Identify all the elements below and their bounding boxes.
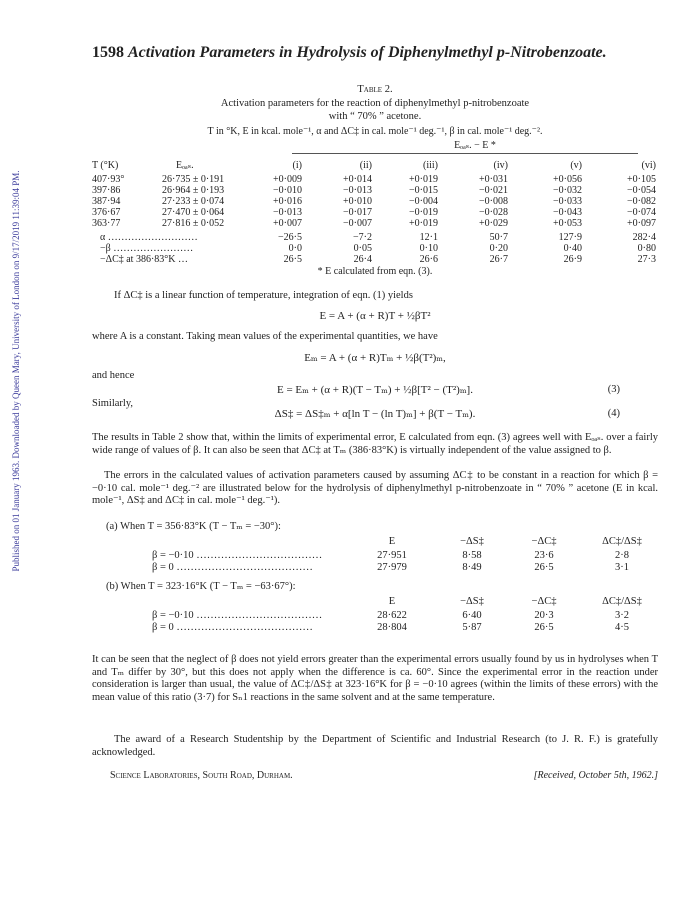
case-col-header: E bbox=[388, 596, 396, 607]
table-units: T in °K, E in kcal. mole⁻¹, α and ΔC‡ in cal. mole⁻¹ deg.⁻¹, β in cal. mole⁻¹ deg.⁻². bbox=[207, 126, 543, 137]
col-header: (iii) bbox=[423, 160, 438, 171]
case-col-header: −ΔS‡ bbox=[460, 536, 484, 547]
cell-value: +0·019 bbox=[409, 174, 438, 185]
case-cell: 28·622 bbox=[377, 610, 407, 621]
cell-value: −0·054 bbox=[627, 185, 656, 196]
cell-value: −0·004 bbox=[409, 196, 438, 207]
cell-value: −0·010 bbox=[273, 185, 302, 196]
cell-value: −0·082 bbox=[627, 196, 656, 207]
cell-value: 26·9 bbox=[563, 254, 582, 265]
cell-value: 0·0 bbox=[288, 243, 302, 254]
paragraph-1: If ΔC‡ is a linear function of temperature, integration of eqn. (1) yields bbox=[114, 290, 413, 301]
equation-2: Eₘ = A + (α + R)Tₘ + ½β(T²)ₘ, bbox=[304, 352, 446, 364]
case-row-label: β = −0·10 ……………………………… bbox=[152, 610, 323, 621]
case-row-label: β = −0·10 ……………………………… bbox=[152, 550, 323, 561]
cell-value: 0·40 bbox=[563, 243, 582, 254]
equation-1: E = A + (α + R)T + ½βT² bbox=[319, 310, 431, 322]
case-cell: 23·6 bbox=[534, 550, 554, 561]
cell-value: −0·028 bbox=[479, 207, 508, 218]
cell-value: −7·2 bbox=[353, 232, 372, 243]
page-number: 1598 bbox=[92, 44, 124, 61]
cell-value: −0·033 bbox=[553, 196, 582, 207]
page-title: Activation Parameters in Hydrolysis of Diphenylmethyl p-Nitrobenzoate. bbox=[128, 44, 607, 61]
case-row bbox=[92, 610, 658, 622]
cell-value: −0·013 bbox=[343, 185, 372, 196]
case-header-row bbox=[92, 596, 658, 608]
equation-4-row bbox=[92, 408, 658, 421]
case-col-header: −ΔS‡ bbox=[460, 596, 484, 607]
cell-value: +0·007 bbox=[273, 218, 302, 229]
cell-value: +0·031 bbox=[479, 174, 508, 185]
equation-3-row bbox=[92, 384, 658, 397]
col-header: (ii) bbox=[359, 160, 372, 171]
table-label: Table 2. bbox=[357, 84, 393, 95]
case-cell: 3·2 bbox=[615, 610, 629, 621]
case-row bbox=[92, 622, 658, 634]
cell-value: +0·105 bbox=[627, 174, 656, 185]
cell-value: +0·053 bbox=[553, 218, 582, 229]
cell-value: 26·4 bbox=[353, 254, 372, 265]
cell-value: 26·5 bbox=[283, 254, 302, 265]
case-col-header: −ΔC‡ bbox=[531, 596, 557, 607]
cell-value: +0·016 bbox=[273, 196, 302, 207]
cell-value: −0·017 bbox=[343, 207, 372, 218]
cell-value: +0·009 bbox=[273, 174, 302, 185]
paragraph-5: The results in Table 2 show that, within the limits of experimental error, E calculated from eqn. (3) agrees well with Eₒₐₛ. over a fairly wide range of values of β. It can also be seen that ΔC‡ at Tₘ (386·83°K) is virtually independent of the value assigned to β. bbox=[92, 432, 658, 456]
case-cell: 27·979 bbox=[377, 562, 407, 573]
group-header: Eₒₐₛ. − E * bbox=[454, 140, 496, 151]
case-cell: 5·87 bbox=[462, 622, 482, 633]
case-header-row bbox=[92, 536, 658, 548]
case-cell: 8·49 bbox=[462, 562, 482, 573]
param-label: −β …………………… bbox=[100, 243, 194, 254]
paragraph-7: It can be seen that the neglect of β does not yield errors greater than the experimental errors usually found by us in hydrolyses when T and Tₘ differ by 30°, but this does not apply when the difference is ca. 60°. Since the experimental error in the reaction under consideration is larger than usual, the value of ΔC‡/ΔS‡ at 323·16°K for β = −0·10 agrees (within the limits of these errors) with the mean value of this ratio (3·7) for Sₙ1 reactions in the same solvent and at the same temperature. bbox=[92, 654, 658, 704]
cell-E: 27·470 ± 0·064 bbox=[162, 207, 225, 218]
cell-value: 0·05 bbox=[353, 243, 372, 254]
paragraph-6: The errors in the calculated values of activation parameters caused by assuming ΔC‡ to be constant in a reaction for which β = −0·10 cal. mole⁻¹ deg.⁻² are illustrated below for the hydrolysis of diphenylmethyl p-nitrobenzoate in “ 70% ” acetone (E in kcal. mole⁻¹, ΔS‡ and ΔC‡ in cal. mole⁻¹ deg.⁻¹). bbox=[92, 470, 658, 507]
equation-4: ΔS‡ = ΔS‡ₘ + α[ln T − (ln T)ₘ] + β(T − Tₘ). bbox=[274, 408, 476, 420]
cell-value: 127·9 bbox=[558, 232, 582, 243]
cell-value: 50·7 bbox=[489, 232, 508, 243]
cell-value: −0·074 bbox=[627, 207, 656, 218]
col-header-E: Eₒₐₛ. bbox=[176, 160, 194, 171]
cell-T: 363·77 bbox=[92, 218, 121, 229]
cell-T: 397·86 bbox=[92, 185, 121, 196]
table-caption-line2: with “ 70% ” acetone. bbox=[328, 111, 422, 122]
cell-value: 27·3 bbox=[637, 254, 656, 265]
col-header: (v) bbox=[570, 160, 582, 171]
cell-value: −0·019 bbox=[409, 207, 438, 218]
case-cell: 26·5 bbox=[534, 622, 554, 633]
paragraph-3: and hence bbox=[92, 370, 135, 381]
equation-3-number: (3) bbox=[607, 384, 620, 395]
cell-value: −0·043 bbox=[553, 207, 582, 218]
param-row bbox=[92, 254, 658, 266]
param-label: α ……………………… bbox=[100, 232, 198, 243]
paragraph-8: The award of a Research Studentship by the Department of Scientific and Industrial Research (to J. R. F.) is gratefully acknowledged. bbox=[92, 734, 658, 758]
cell-value: −0·008 bbox=[479, 196, 508, 207]
cell-T: 387·94 bbox=[92, 196, 121, 207]
case-a-heading: (a) When T = 356·83°K (T − Tₘ = −30°): bbox=[106, 521, 281, 532]
page-header bbox=[92, 44, 607, 62]
cell-value: −0·007 bbox=[343, 218, 372, 229]
paragraph-2: where A is a constant. Taking mean values of the experimental quantities, we have bbox=[92, 331, 438, 342]
case-cell: 2·8 bbox=[615, 550, 629, 561]
table-row bbox=[92, 218, 658, 230]
received-date: [Received, October 5th, 1962.] bbox=[533, 770, 658, 781]
col-header-T: T (°K) bbox=[92, 160, 119, 171]
case-cell: 20·3 bbox=[534, 610, 554, 621]
cell-value: 282·4 bbox=[632, 232, 656, 243]
cell-E: 26·735 ± 0·191 bbox=[162, 174, 225, 185]
cell-value: −0·021 bbox=[479, 185, 508, 196]
cell-E: 26·964 ± 0·193 bbox=[162, 185, 225, 196]
cell-value: −0·032 bbox=[553, 185, 582, 196]
cell-value: 26·7 bbox=[489, 254, 508, 265]
cell-value: 26·6 bbox=[419, 254, 438, 265]
case-cell: 26·5 bbox=[534, 562, 554, 573]
download-watermark bbox=[6, 96, 20, 656]
cell-value: −0·015 bbox=[409, 185, 438, 196]
cell-value: +0·097 bbox=[627, 218, 656, 229]
table-caption-line1: Activation parameters for the reaction of diphenylmethyl p-nitrobenzoate bbox=[220, 98, 530, 109]
col-header: (i) bbox=[292, 160, 302, 171]
cell-T: 407·93° bbox=[92, 174, 125, 185]
case-cell: 8·58 bbox=[462, 550, 482, 561]
cell-value: 12·1 bbox=[419, 232, 438, 243]
cell-value: +0·014 bbox=[343, 174, 372, 185]
address: Science Laboratories, South Road, Durham. bbox=[110, 770, 293, 781]
cell-value: 0·80 bbox=[637, 243, 656, 254]
case-col-header: ΔC‡/ΔS‡ bbox=[602, 536, 642, 547]
cell-value: −26·5 bbox=[278, 232, 302, 243]
case-col-header: E bbox=[388, 536, 396, 547]
cell-T: 376·67 bbox=[92, 207, 121, 218]
cell-value: +0·010 bbox=[343, 196, 372, 207]
cell-value: 0·10 bbox=[419, 243, 438, 254]
cell-value: 0·20 bbox=[489, 243, 508, 254]
case-cell: 4·5 bbox=[615, 622, 629, 633]
cell-E: 27·233 ± 0·074 bbox=[162, 196, 225, 207]
table-footnote: * E calculated from eqn. (3). bbox=[317, 266, 433, 277]
case-row bbox=[92, 562, 658, 574]
watermark-text: Published on 01 January 1963. Downloaded by Queen Mary, University of London on 9/17/2019 11:39:04 PM. bbox=[11, 170, 21, 572]
case-cell: 6·40 bbox=[462, 610, 482, 621]
case-cell: 27·951 bbox=[377, 550, 407, 561]
col-header: (vi) bbox=[641, 160, 656, 171]
case-cell: 3·1 bbox=[615, 562, 629, 573]
param-label: −ΔC‡ at 386·83°K … bbox=[100, 254, 189, 265]
group-rule bbox=[292, 153, 638, 154]
table-header-row bbox=[92, 160, 658, 172]
equation-3: E = Eₘ + (α + R)(T − Tₘ) + ½β[T² − (T²)ₘ]. bbox=[277, 384, 473, 396]
cell-value: −0·013 bbox=[273, 207, 302, 218]
case-row bbox=[92, 550, 658, 562]
cell-value: +0·019 bbox=[409, 218, 438, 229]
cell-E: 27·816 ± 0·052 bbox=[162, 218, 225, 229]
paragraph-4: Similarly, bbox=[92, 398, 134, 409]
case-col-header: −ΔC‡ bbox=[531, 536, 557, 547]
col-header: (iv) bbox=[493, 160, 508, 171]
case-b-heading: (b) When T = 323·16°K (T − Tₘ = −63·67°): bbox=[106, 581, 296, 592]
case-row-label: β = 0 ………………………………… bbox=[152, 562, 313, 573]
case-row-label: β = 0 ………………………………… bbox=[152, 622, 313, 633]
case-cell: 28·804 bbox=[377, 622, 407, 633]
cell-value: +0·056 bbox=[553, 174, 582, 185]
equation-4-number: (4) bbox=[607, 408, 620, 419]
cell-value: +0·029 bbox=[479, 218, 508, 229]
case-col-header: ΔC‡/ΔS‡ bbox=[602, 596, 642, 607]
activation-table bbox=[92, 140, 658, 265]
